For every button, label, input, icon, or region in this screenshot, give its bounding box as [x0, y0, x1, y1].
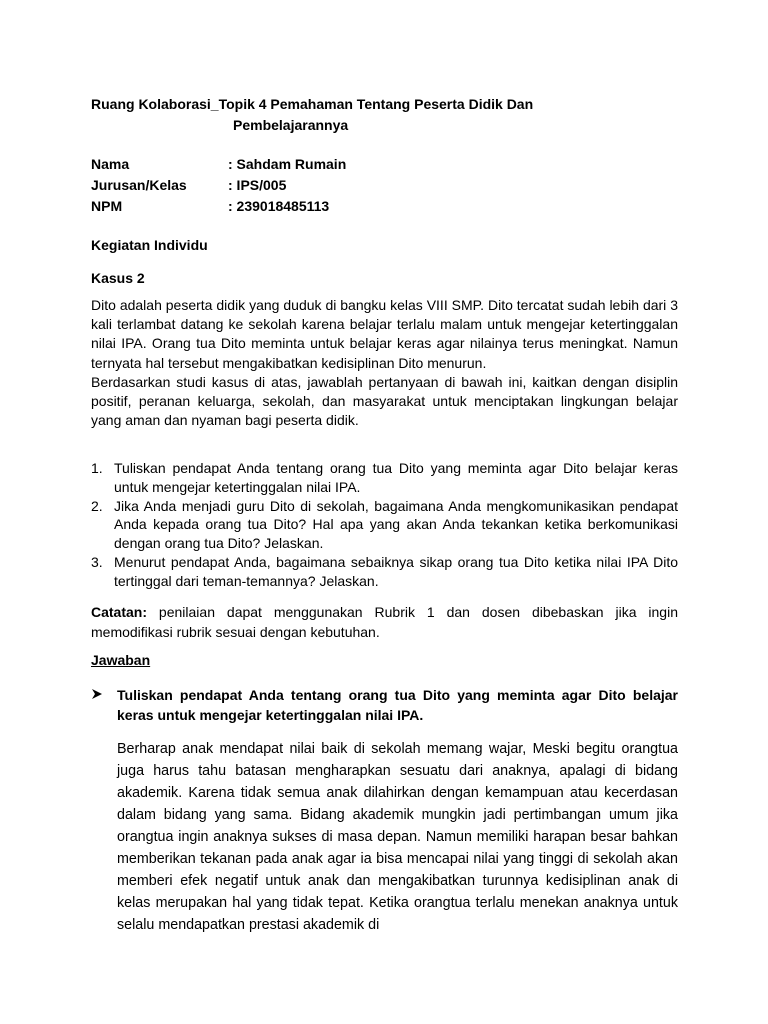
case-heading: Kasus 2 — [91, 270, 145, 286]
answer-heading: Jawaban — [91, 652, 151, 668]
question-number: 2. — [91, 497, 103, 514]
note-text: penilaian dapat menggunakan Rubrik 1 dan dosen dibebaskan jika ingin memodifikasi rubrik sesuai dengan kebutuhan. — [91, 604, 678, 640]
section-heading: Kegiatan Individu — [91, 237, 208, 253]
question-number: 1. — [91, 460, 103, 476]
case-description — [91, 296, 678, 430]
case-paragraph-2: Berdasarkan studi kasus di atas, jawablah pertanyaan di bawah ini, kaitkan dengan disiplin positif, peranan keluarga, sekolah, dan masyarakat untuk menciptakan lingkungan belajar yang aman dan nyaman bagi peserta didik. — [91, 373, 678, 429]
arrowhead-bullet-icon — [91, 688, 103, 700]
info-value-npm: : 239018485113 — [228, 198, 330, 214]
note-label: Catatan: — [91, 604, 148, 620]
question-item — [91, 553, 678, 591]
question-text: Tuliskan pendapat Anda tentang orang tua Dito yang meminta agar Dito belajar keras untuk mengejar ketertinggalan nilai IPA. — [114, 460, 678, 495]
answer-question-item — [91, 685, 678, 725]
question-text: Menurut pendapat Anda, bagaimana sebaiknya sikap orang tua Dito ketika nilai IPA Dito tertinggal dari teman-temannya? Jelaskan. — [114, 553, 678, 589]
question-text: Jika Anda menjadi guru Dito di sekolah, bagaimana Anda mengkomunikasikan pendapat Anda kepada orang tua Dito? Hal apa yang akan Anda tekankan ketika berkomunikasi dengan orang tua Dito? Jelaskan. — [114, 497, 678, 552]
info-label-npm: NPM — [91, 198, 123, 214]
question-item — [91, 497, 678, 553]
question-list — [91, 459, 678, 591]
info-label-class: Jurusan/Kelas — [91, 177, 187, 193]
info-value-class: : IPS/005 — [228, 177, 287, 193]
question-item — [91, 459, 678, 497]
question-number: 3. — [91, 553, 103, 570]
answer-question-text: Tuliskan pendapat Anda tentang orang tua Dito yang meminta agar Dito belajar keras untuk mengejar ketertinggalan nilai IPA. — [117, 687, 678, 723]
info-value-name: : Sahdam Rumain — [228, 156, 347, 172]
note — [91, 602, 678, 642]
case-paragraph-1: Dito adalah peserta didik yang duduk di bangku kelas VIII SMP. Dito tercatat sudah lebih dari 3 kali terlambat datang ke sekolah karena belajar terlalu malam untuk mengejar ketertinggalan nilai IPA. Orang tua Dito meminta untuk belajar keras agar nilainya terus meningkat. Namun ternyata hal tersebut mengakibatkan kedisiplinan Dito menurun. — [91, 297, 678, 371]
answer-body: Berharap anak mendapat nilai baik di sekolah memang wajar, Meski begitu orangtua juga harus tahu batasan mengharapkan sesuatu dari anaknya, apalagi di bidang akademik. Karena tidak semua anak dilahirkan dengan kemampuan atau kecerdasan dalam bidang yang sama. Bidang akademik mungkin jadi pertimbangan umum jika orangtua ingin anaknya sukses di masa depan. Namun memiliki harapan besar bahkan memberikan tekanan pada anak agar ia bisa mencapai nilai yang tinggi di sekolah akan memberi efek negatif untuk anak dan mengakibatkan turunnya kedisiplinan anak di kelas merupakan hal yang tidak tepat. Ketika orangtua terlalu menekan anaknya untuk selalu mendapatkan prestasi akademik di — [117, 741, 678, 933]
info-label-name: Nama — [91, 156, 130, 172]
document-title-line-2: Pembelajarannya — [233, 117, 349, 133]
document-title-line-1: Ruang Kolaborasi_Topik 4 Pemahaman Tentang Peserta Didik Dan — [91, 96, 534, 112]
